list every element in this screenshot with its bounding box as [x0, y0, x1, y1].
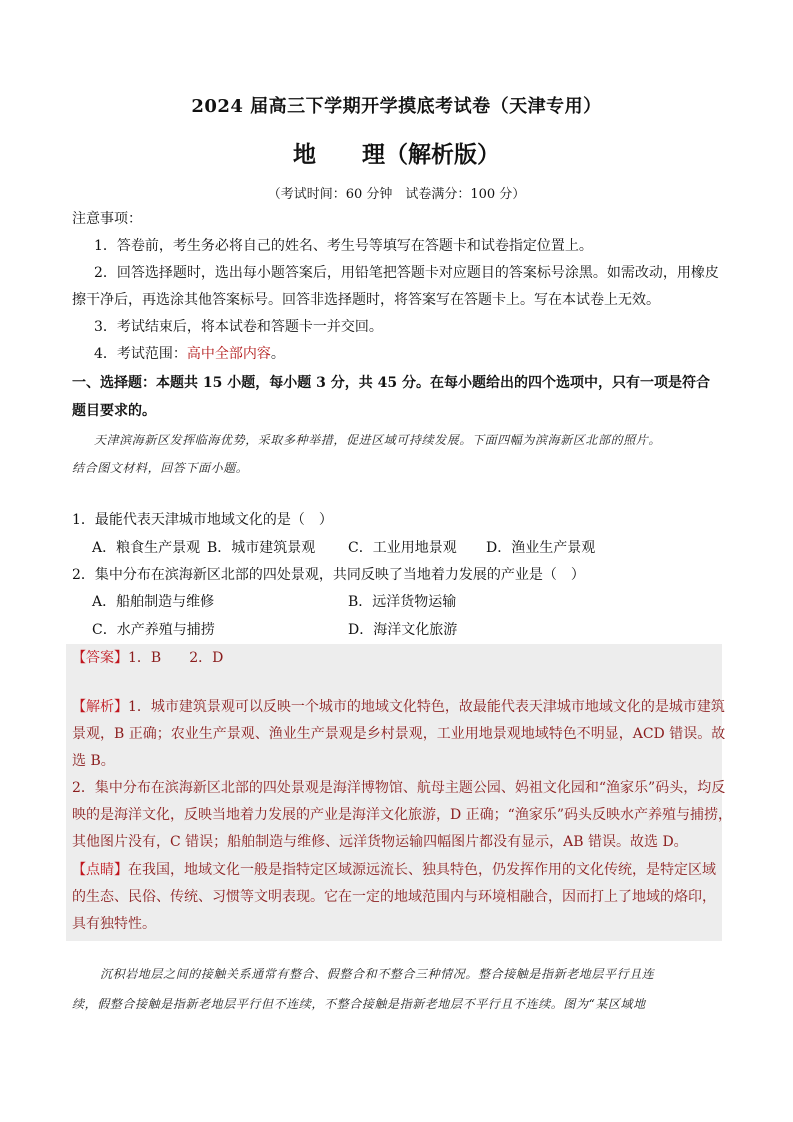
question-2-option-c: C．水产养殖与捕捞: [92, 622, 215, 638]
point-line-1: [72, 859, 716, 879]
analysis-1-line-1: 1．城市建筑景观可以反映一个城市的地域文化特色，故最能代表天津城市地域文化的是城市建筑: [128, 699, 725, 715]
question-1-option-b: B．城市建筑景观: [207, 540, 316, 556]
notice-heading: 注意事项：: [72, 211, 142, 227]
passage1-line2: 结合图文材料，回答下面小题。: [72, 461, 249, 475]
question-2-option-d: D．海洋文化旅游: [348, 622, 458, 638]
notice-item-2b: 擦干净后，再选涂其他答案标号。回答非选择题时，将答案写在答题卡上。写在本试卷上无效。: [72, 292, 660, 308]
point-line-2: 的生态、民俗、传统、习惯等文明表现。它在一定的地域范围内与环境相融合，因而打上了地域的烙印，: [72, 889, 716, 905]
question-1-stem: 1．最能代表天津城市地域文化的是（ ）: [72, 512, 333, 528]
question-1-option-a: A．粮食生产景观: [92, 540, 201, 556]
point-text-1: 在我国，地域文化一般是指特定区域源远流长、独具特色，仍发挥作用的文化传统，是特定区域: [128, 862, 716, 878]
question-2-stem: 2．集中分布在滨海新区北部的四处景观，共同反映了当地着力发展的产业是（ ）: [72, 567, 585, 583]
analysis-2-line-2: 映的是海洋文化，反映当地着力发展的产业是海洋文化旅游，D 正确；“渔家乐”码头反映水产养殖与捕捞，: [72, 807, 732, 823]
exam-subtitle: 地 理（解析版）: [293, 141, 500, 168]
notice-item-2a: 2．回答选择题时，选出每小题答案后，用铅笔把答题卡对应题目的答案标号涂黑。如需改动，用橡皮: [94, 265, 719, 281]
question-1-option-d: D．渔业生产景观: [486, 540, 596, 556]
answer-text: 1．B 2．D: [128, 650, 224, 666]
passage2-line2: 续，假整合接触是指新老地层平行但不连续，不整合接触是指新老地层不平行且不连续。图为“某区域地: [72, 997, 646, 1011]
notice-item-4-prefix: 4．考试范围：: [94, 346, 187, 362]
section-heading-b: 题目要求的。: [72, 403, 156, 419]
analysis-1-line-2: 景观，B 正确；农业生产景观、渔业生产景观是乡村景观，工业用地景观地域特色不明显，ACD 错误。故: [72, 726, 726, 742]
question-1-option-c: C．工业用地景观: [348, 540, 457, 556]
answer-line: [72, 647, 223, 667]
passage2-line1: 沉积岩地层之间的接触关系通常有整合、假整合和不整合三种情况。整合接触是指新老地层平行且连: [100, 967, 655, 981]
notice-item-4-value: 高中全部内容: [186, 346, 271, 362]
question-2-option-a: A．船舶制造与维修: [92, 594, 215, 610]
notice-item-4: [94, 344, 285, 364]
exam-title: 2024 届高三下学期开学摸底考试卷（天津专用）: [191, 96, 602, 117]
point-tag: 【点睛】: [72, 862, 128, 878]
exam-info: （考试时间：60 分钟 试卷满分：100 分）: [267, 187, 526, 202]
answer-tag: 【答案】: [72, 650, 128, 666]
analysis-tag: 【解析】: [72, 699, 128, 715]
analysis-2-line-1: 2．集中分布在滨海新区北部的四处景观是海洋博物馆、航母主题公园、妈祖文化园和“渔家乐”码头，均反: [72, 780, 726, 796]
point-line-3: 具有独特性。: [72, 916, 156, 932]
notice-item-1: 1．答卷前，考生务必将自己的姓名、考生号等填写在答题卡和试卷指定位置上。: [94, 238, 593, 254]
analysis-line-1: [72, 696, 725, 716]
section-heading-a: 一、选择题：本题共 15 小题，每小题 3 分，共 45 分。在每小题给出的四个选项中，只有一项是符合: [72, 375, 710, 391]
analysis-2-line-3: 其他图片没有，C 错误；船舶制造与维修、远洋货物运输四幅图片都没有显示，AB 错误。故选 D。: [72, 834, 688, 850]
question-2-option-b: B．远洋货物运输: [348, 594, 457, 610]
notice-item-4-suffix: 。: [270, 346, 285, 362]
analysis-1-line-3: 选 B。: [72, 753, 115, 769]
passage1-line1: 天津滨海新区发挥临海优势，采取多种举措，促进区域可持续发展。下面四幅为滨海新区北部的照片。: [94, 433, 662, 447]
notice-item-3: 3．考试结束后，将本试卷和答题卡一并交回。: [94, 319, 383, 335]
